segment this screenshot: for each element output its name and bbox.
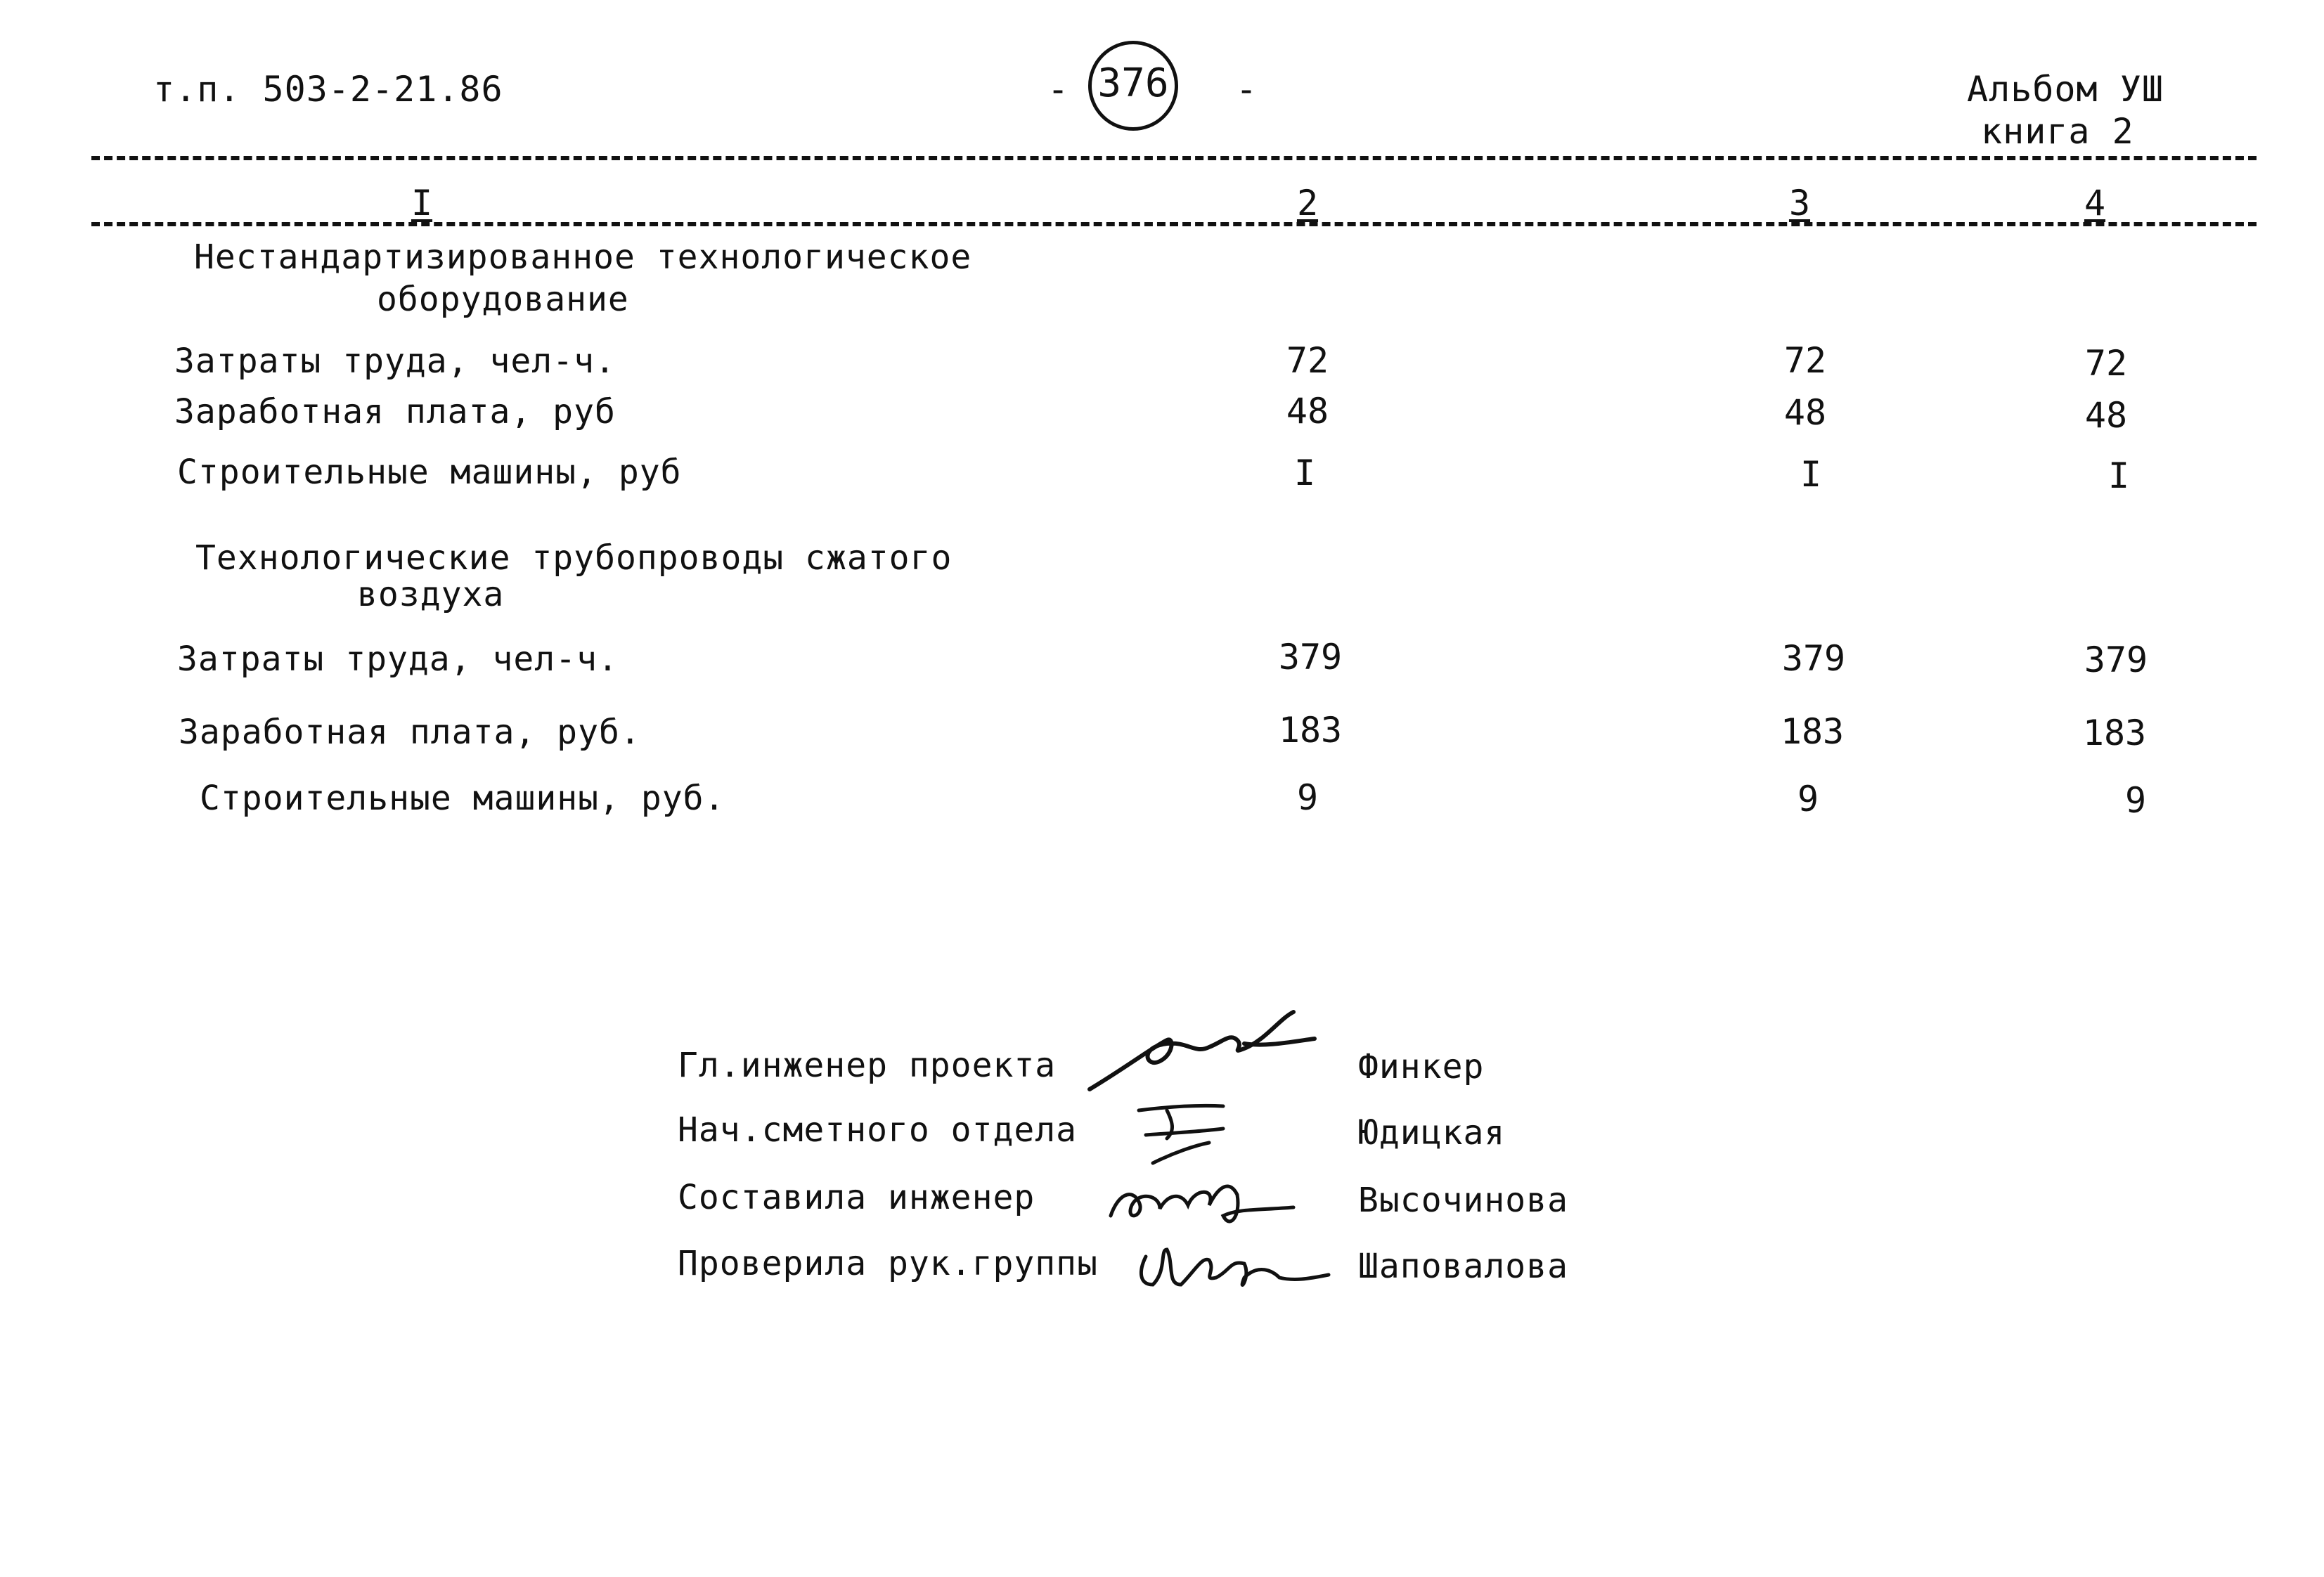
cell-value: 9 — [1797, 779, 1819, 819]
cell-value: I — [2107, 455, 2130, 496]
cell-value: I — [1800, 454, 1822, 495]
section-title: Технологические трубопроводы сжатого — [195, 538, 953, 578]
cell-value: 72 — [1286, 340, 1329, 381]
row-label: Заработная плата, руб — [174, 392, 616, 431]
signature-name: Юдицкая — [1358, 1113, 1506, 1153]
signature-role: Проверила рук.группы — [678, 1244, 1098, 1283]
cell-value: 9 — [1296, 777, 1319, 818]
handwritten-signature — [1069, 1005, 1336, 1103]
cell-value: 379 — [1278, 637, 1343, 677]
column-header-4: 4 — [2084, 183, 2106, 223]
signature-role: Нач.сметного отдела — [678, 1110, 1078, 1150]
signature-name: Высочинова — [1358, 1181, 1568, 1220]
handwritten-signature — [1125, 1228, 1336, 1306]
cell-value: 72 — [1783, 340, 1827, 381]
column-header-1: I — [411, 183, 433, 223]
section-title-continued: воздуха — [357, 575, 505, 614]
document-code: т.п. 503-2-21.86 — [153, 69, 503, 110]
cell-value: 48 — [1783, 392, 1827, 433]
handwritten-signature — [1125, 1096, 1237, 1174]
cell-value: 183 — [1278, 710, 1343, 751]
cell-value: 183 — [1780, 711, 1845, 752]
page-number-suffix: - — [1236, 69, 1258, 110]
handwritten-signature — [1097, 1167, 1308, 1237]
signature-name: Шаповалова — [1358, 1247, 1568, 1286]
column-header-3: 3 — [1788, 183, 1811, 223]
page-number-prefix: - — [1047, 69, 1070, 110]
cell-value: I — [1293, 453, 1316, 493]
cell-value: 48 — [2084, 395, 2128, 436]
row-label: Затраты труда, чел-ч. — [174, 342, 616, 381]
cell-value: 48 — [1286, 391, 1329, 431]
signature-role: Составила инженер — [678, 1178, 1035, 1217]
signature-role: Гл.инженер проекта — [678, 1046, 1057, 1085]
top-dashed-rule — [91, 156, 2257, 160]
cell-value: 72 — [2084, 343, 2128, 384]
cell-value: 379 — [2084, 640, 2148, 680]
cell-value: 9 — [2124, 780, 2147, 821]
page-number: 376 — [1097, 60, 1169, 106]
row-label: Строительные машины, руб. — [200, 779, 725, 818]
section-title-continued: оборудование — [377, 280, 629, 319]
cell-value: 379 — [1781, 638, 1846, 679]
album-label: Альбом УШ — [1967, 69, 2164, 110]
cell-value: 183 — [2082, 713, 2147, 753]
column-header-2: 2 — [1296, 183, 1319, 223]
row-label: Заработная плата, руб. — [179, 713, 641, 752]
row-label: Строительные машины, руб — [177, 453, 682, 492]
section-title: Нестандартизированное технологическое — [194, 238, 972, 277]
row-label: Затраты труда, чел-ч. — [177, 640, 619, 679]
signature-name: Финкер — [1358, 1047, 1485, 1086]
book-label: книга 2 — [1981, 111, 2134, 152]
